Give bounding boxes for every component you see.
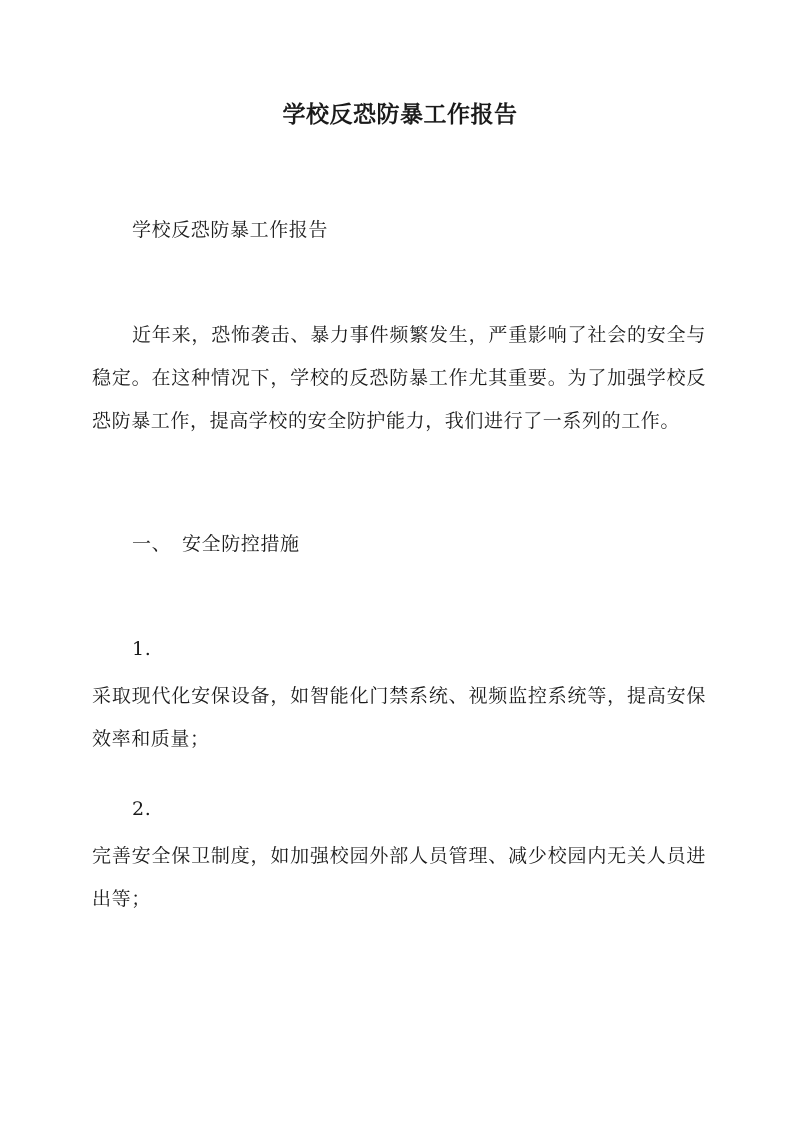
section-title: 安全防控措施 [182, 533, 300, 555]
list-item-text: 采取现代化安保设备，如智能化门禁系统、视频监控系统等，提高安保效率和质量； [92, 685, 706, 750]
document-subtitle: 学校反恐防暴工作报告 [132, 219, 329, 241]
list-item-text: 完善安全保卫制度，如加强校园外部人员管理、减少校园内无关人员进出等； [92, 845, 706, 910]
section-number: 一、 [132, 533, 172, 555]
document-title: 学校反恐防暴工作报告 [282, 101, 518, 128]
section-heading [132, 532, 300, 556]
list-item-number: 1. [132, 638, 152, 660]
intro-paragraph: 近年来，恐怖袭击、暴力事件频繁发生，严重影响了社会的安全与稳定。在这种情况下，学校的反恐防暴工作尤其重要。为了加强学校反恐防暴工作，提高学校的安全防护能力，我们进行了一系列的工作。 [92, 324, 706, 432]
list-item-number: 2. [132, 798, 152, 820]
